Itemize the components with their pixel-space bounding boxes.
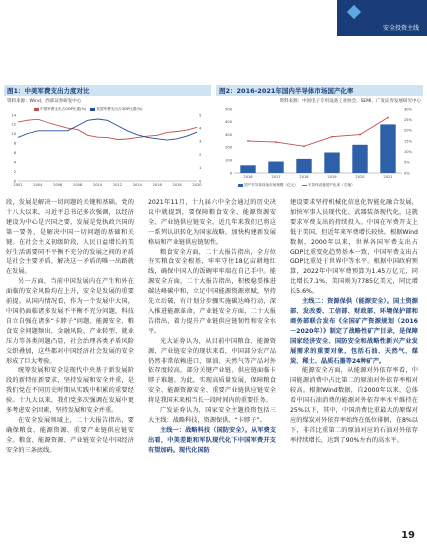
legend-label: 中国军费支出占GDP比重(%) [40, 107, 87, 111]
figure-1 [4, 85, 211, 190]
x-tick-label: 2004 [33, 183, 43, 187]
y-tick-label: 200 [225, 145, 232, 150]
y2-tick-label: 15% [404, 139, 412, 144]
y-tick-label: 2 [13, 169, 16, 174]
page-number: 19 [401, 530, 415, 541]
figure-1-chart [4, 85, 211, 190]
figure-2-source: 资料来源：中国电子专用设备工业协会，SEMI，广发证券发展研究中心 [279, 99, 421, 104]
y2-tick-label: 1 [199, 166, 202, 171]
section-title: 安全投资主线 [382, 25, 419, 32]
y-tick-label: 400 [225, 120, 232, 125]
paragraph: 统筹发展和安全是现代中央基于新发展阶段的新特征新要求，坚持发展和安全并重，是我们党在不同历史时期从实践中积累的重要经验。十九大以来，我们党多次强调在发展中更多考虑安全因素，坚持发展和安全并重。 [6, 367, 134, 415]
series-line [18, 119, 197, 140]
page-header [337, 0, 427, 36]
paragraph: 另一方面，当前中国发展内在产生和外在面临的安全风险均在上升，安全是发展的重要前提。从国内情况看，作为一个发展中大国，中国仍面临诸多发展不平衡不充分问题，科技自立自强在诸多“卡脖子”问题、能源安全、粮食安全问题频出，金融风险、产业转型、就业压力等各类问题凸显，社会治理各类矛盾风险交织叠加，这些都对中国经济社会发展的安全形成了巨大考验。 [6, 278, 134, 365]
series-point [331, 136, 333, 138]
y-tick-label: 8 [13, 141, 16, 146]
y2-tick-label: 0% [404, 171, 410, 176]
figure-2 [216, 85, 423, 190]
y2-tick-label: 0 [199, 179, 202, 184]
x-tick-label: 2012 [112, 183, 123, 187]
bar [324, 153, 339, 174]
figure-1-source: 资料来源：Wind，西部证券研发中心 [7, 99, 82, 104]
x-tick-label: 2008 [73, 183, 83, 187]
paragraph: 粮食安全方面，二十大报告指出，全方位夯实粮食安全根基，牢牢守住18亿亩耕地红线，确保中国人的饭碗牢牢端在自己手中。能源安全方面，二十大报告指出，积极稳妥推进碳达峰碳中和，立足中国能源资源禀赋，坚持先立后破，有计划分步骤实施碳达峰行动，深入推进能源革命。产业链安全方面，二十大报告指出，着力提升产业链供应链韧性和安全水平。 [148, 248, 276, 335]
y2-tick-label: 4 [199, 126, 202, 131]
y-tick-label: 4 [13, 160, 16, 165]
paragraph: 能源安全方面，从能源对外依存率看，中国能源消费中占比第二的原油对外依存率相对较高。根据Wind数据，自2000年以来，总体看中国石油消费的能源对外依存率水平维持在25%以下，其中，中国消费比重最大的原煤对应的煤炭对外依存率始终在低位徘徊，在8%以下，非首比重第二的原油对应的石油对外依存率持续增长，达到了90%左右的高水平。 [290, 367, 418, 444]
figure-2-chart [216, 85, 423, 190]
y2-tick-label: 5 [199, 113, 202, 118]
x-tick-label: 2010 [92, 183, 103, 187]
x-tick-label: 2020 [192, 183, 202, 187]
text-column-1 [6, 198, 134, 456]
series-point [275, 141, 277, 143]
series-point [387, 117, 389, 119]
y-tick-label: 14 [11, 113, 16, 118]
y2-tick-label: 20% [404, 128, 412, 133]
y2-tick-label: 25% [404, 117, 412, 122]
figure-2-title: 图2：2016-2021年国内半导体市场国产化率 [219, 87, 354, 95]
y-tick-label: 300 [225, 132, 232, 137]
y2-tick-label: 5% [404, 160, 410, 165]
y-tick-label: 0 [229, 171, 232, 176]
x-tick-label: 2016 [152, 183, 162, 187]
x-tick-label: 2019 [327, 175, 337, 179]
x-tick-label: 2018 [172, 183, 182, 187]
text-column-2 [148, 198, 276, 456]
y2-tick-label: 10% [404, 149, 412, 154]
paragraph: 在安全发展领域上，二十大报告指出，要确保粮食、能源资源、重要产业链供应链安全。粮食、能源资源、产业链安全是中国经济安全的三条底线。 [6, 416, 134, 454]
y2-tick-label: 30% [404, 107, 412, 112]
x-tick-label: 2018 [299, 175, 309, 179]
y2-tick-label: 3 [199, 139, 202, 144]
bar [268, 162, 283, 174]
paragraph: 广发证券认为，国家安全主题投资包括三大主线：战略科技，资源保供，“卡脖子”。 [148, 407, 276, 424]
x-tick-label: 2021 [383, 175, 393, 179]
y-tick-label: 10 [11, 132, 16, 137]
series-line [248, 118, 388, 147]
bar [240, 165, 255, 173]
series-point [303, 145, 305, 147]
x-tick-label: 2020 [355, 175, 365, 179]
y-tick-label: 6 [13, 151, 16, 156]
x-tick-label: 2014 [132, 183, 142, 187]
x-tick-label: 2006 [53, 183, 63, 187]
y-tick-label: 0 [13, 179, 16, 184]
y-tick-label: 100 [225, 158, 232, 163]
x-tick-label: 2002 [13, 183, 23, 187]
section-heading: 主线一：战略科技（国防安全）。从军费支出看，中美差距和军队现代化下中国军费开支有望加码。现代化国防 [148, 426, 276, 454]
series-point [247, 140, 249, 142]
figure-1-title: 图1：中美军费支出力度对比 [7, 87, 90, 95]
legend-label: 国产半导体设备市场规模（亿元） [244, 183, 298, 187]
paragraph: 建设要求坚持机械化信息化智能化融合发展，加快军事人员现代化、武器装备现代化，这就要求军费支出的持续投入。中国在军费开支上低于美国，但近年来军费增长较快。根据Wind数据，2000年以来，世界各国军费支出占GDP比重变化趋势基本一致，中国军费支出占GDP比重处于世界中等水平。根据中国政府预算，2022年中国军费预算为1.45万亿元，同比增长7.1%，美国则为7785亿美元，同比增长5.6%。 [290, 199, 418, 296]
section-heading: 主线二：资源保供（能源安全）。国土资源部、发改委、工信部、财政部、环境保护部和商务部联合发布《全国矿产资源规划（2016－2020年）》制定了战略性矿产目录，是保障国家经济安全、国防安全和战略性新兴产业发展需求的重要对象，包括石油、天然气、煤炭、稀土、晶质石墨等24种矿产。 [290, 298, 418, 365]
y-tick-label: 12 [11, 122, 16, 127]
cube-logo-icon [347, 5, 361, 19]
x-tick-label: 2016 [243, 175, 253, 179]
series-line [18, 119, 197, 139]
bar [296, 159, 311, 173]
legend-label: 半导体设备国产化率（右轴） [307, 183, 355, 187]
legend-label: 美国军费支出占GDP比重(%) [96, 107, 143, 111]
paragraph: 光大证券认为，从目前中国粮食、能源资源、产业链安全的现状来看，中国部分农产品仍然非常依赖进口，原油、天然气等产品对外依存度较高，部分关键产业链、供应链面临卡脖子难题。为此，实现高质量发展，保障粮食安全、能源资源安全、重要产业链供应链安全将是我国未来相当长一段时间内的重要任务。 [148, 337, 276, 405]
text-column-3 [290, 198, 418, 446]
bar [380, 124, 395, 173]
y-tick-label: 500 [225, 107, 232, 112]
series-point [359, 134, 361, 136]
paragraph: 2021年11月，十九届六中全会通过的历史决议中就提到，要保障粮食安全、能源资源安全、产业链供应链安全。近几年来我们已将这一系列认识转化为国家战略，加快构建新发展格局和产业链供应链韧性。 [148, 199, 276, 246]
x-tick-label: 2017 [271, 175, 281, 179]
y2-tick-label: 2 [199, 152, 202, 157]
bar [352, 145, 367, 173]
paragraph: 段，发展是解决一切问题的关键和基础。党的十八大以来，习近平总书记多次强调，以经济建设为中心是兴国之要，发展是党执政兴国的第一要务，是解决中国一切问题的基础和关键。在社会主义初级阶段，人民日益增长的美好生活需要同不平衡不充分的发展之间的矛盾是社会主要矛盾，解决这一矛盾的唯一出路就在发展。 [6, 199, 134, 276]
